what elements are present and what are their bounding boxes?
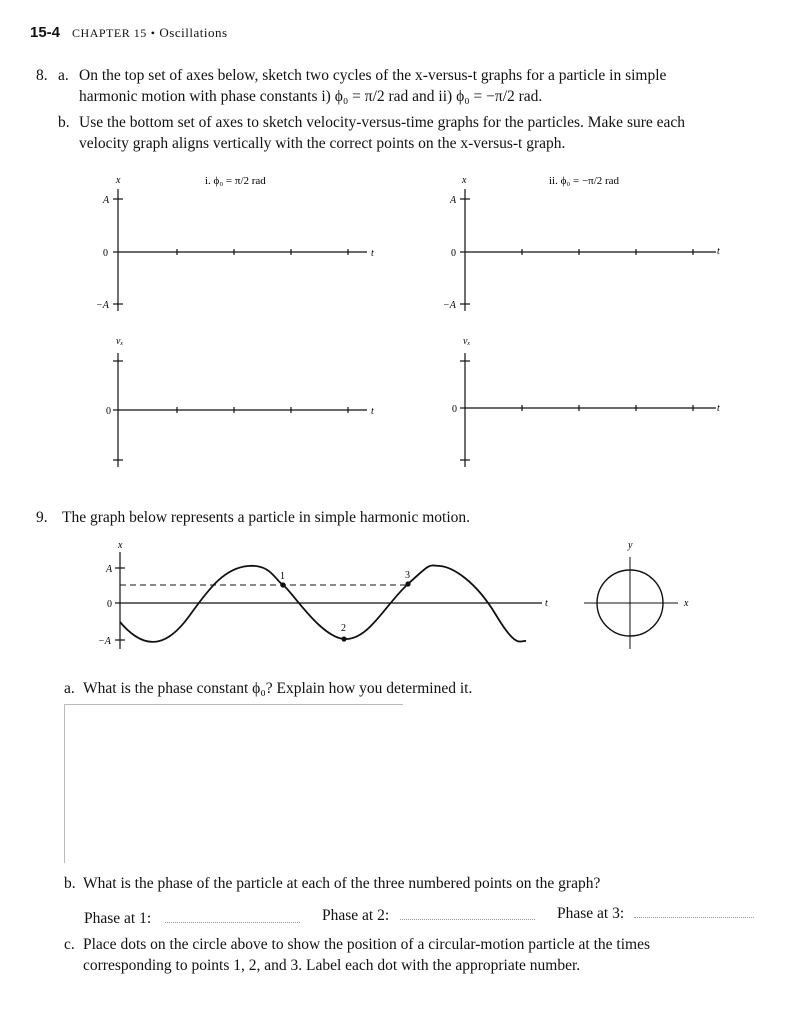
chapter-label: CHAPTER 15 [72,26,147,40]
graph-i-t-label: t [371,248,374,259]
q9-circle-y-label: y [628,540,633,551]
graph-i-x-label: x [116,175,121,186]
graph-i-v-t-label: t [371,406,374,417]
q9-x-label: x [118,540,123,551]
q9a-label: a. [64,680,75,697]
graph-ii-0-label: 0 [451,248,456,259]
q9-point-2-label: 2 [341,623,346,634]
q9-negA-label: −A [98,636,111,647]
q8a-line2: harmonic motion with phase constants i) ϕ₀ = π/2 rad and ii) ϕ₀ = −π/2 rad. [79,88,543,105]
graph-i-title: i. ϕ₀ = π/2 rad [205,175,266,187]
q9-number: 9. [36,509,48,526]
phase1-label: Phase at 1: [84,910,152,927]
q8b-label: b. [58,114,70,131]
q9-point-3-label: 3 [405,570,410,581]
q8b-line1: Use the bottom set of axes to sketch velocity-versus-time graphs for the particles. Make sure each [79,114,686,131]
q9-point-3 [405,581,410,586]
q9c-line1: Place dots on the circle above to show the position of a circular-motion particle at the times [83,936,650,953]
q9a-text: What is the phase constant ϕ₀? Explain how you determined it. [83,680,473,697]
graph-i-vx-label: vₓ [116,336,124,347]
q9-point-1 [280,582,285,587]
q9-0-label: 0 [107,599,112,610]
q9-graph [0,535,789,660]
chapter-title: Oscillations [159,25,228,40]
q9a-answer-area[interactable] [64,704,403,863]
page-number: 15-4 [30,24,61,41]
q9-intro: The graph below represents a particle in simple harmonic motion. [62,509,471,526]
q9-t-label: t [545,598,548,609]
phase1-answer-blank[interactable] [165,910,300,923]
header-separator: • [150,26,156,40]
q9-point-1-label: 1 [280,571,285,582]
q9c-line2: corresponding to points 1, 2, and 3. Label each dot with the appropriate number. [83,957,581,974]
q9-sine-curve [120,565,526,641]
q9-point-2 [341,636,346,641]
q9-circle-x-label: x [684,598,689,609]
graph-ii-v0-label: 0 [452,404,457,415]
q8a-label: a. [58,67,69,84]
q9b-label: b. [64,875,76,892]
graph-ii-title: ii. ϕ₀ = −π/2 rad [549,175,620,187]
graph-ii-v-t-label: t [717,403,720,414]
phase2-answer-blank[interactable] [400,907,535,920]
graph-ii-t-label: t [717,246,720,257]
graph-ii-x-label: x [462,175,467,186]
graph-i-negA-label: −A [96,300,109,311]
q8b-line2: velocity graph aligns vertically with the correct points on the x-versus-t graph. [79,135,566,152]
graph-i-0-label: 0 [103,248,108,259]
phase3-answer-blank[interactable] [634,905,754,918]
graph-ii-A-label: A [450,195,457,206]
q9c-label: c. [64,936,75,953]
q8a-line1: On the top set of axes below, sketch two cycles of the x-versus-t graphs for a particle in simple [79,67,667,84]
q9-A-label: A [106,564,113,575]
page-header [30,24,228,42]
phase2-label: Phase at 2: [322,907,390,924]
q8-graphs [0,165,789,475]
q8-number: 8. [36,67,48,84]
graph-i-v0-label: 0 [106,406,111,417]
graph-ii-vx-label: vₓ [463,336,471,347]
graph-ii-negA-label: −A [443,300,456,311]
phase3-label: Phase at 3: [557,905,625,922]
graph-i-A-label: A [103,195,110,206]
q9b-text: What is the phase of the particle at each of the three numbered points on the graph? [83,875,601,892]
